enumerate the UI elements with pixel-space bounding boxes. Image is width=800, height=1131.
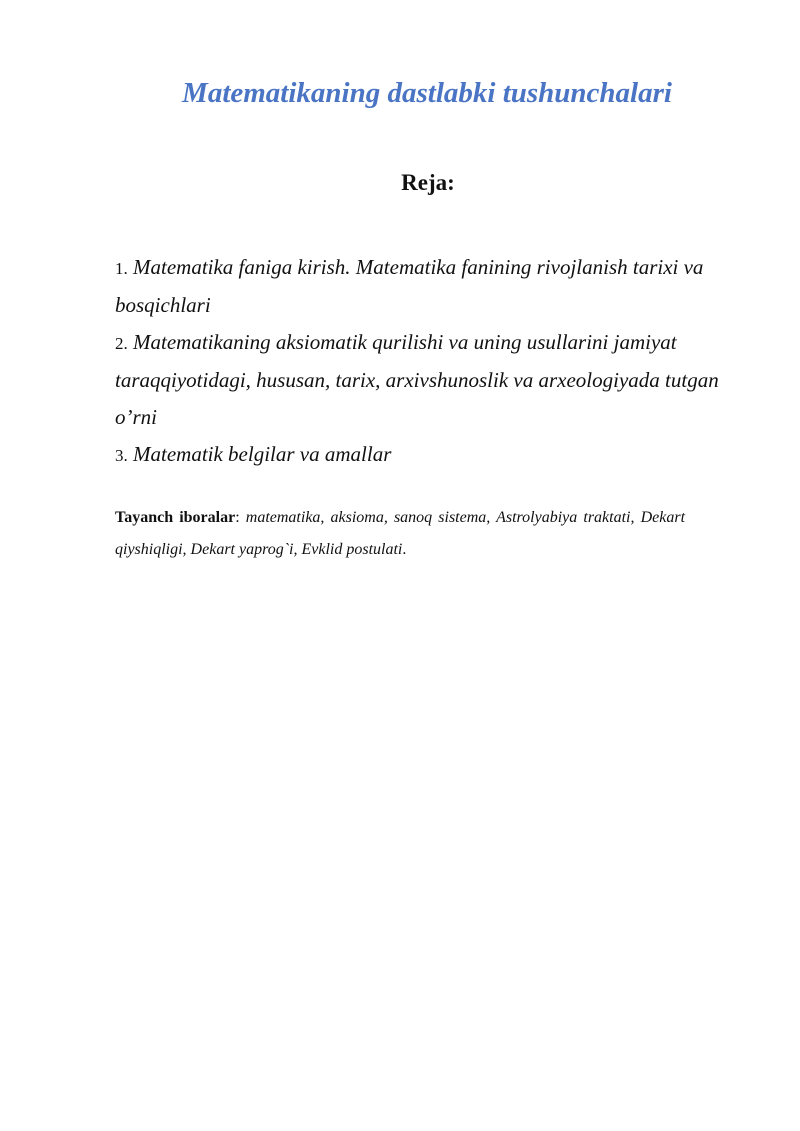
plan-heading: Reja:: [401, 170, 455, 195]
keywords-text: matematika, aksioma, sanoq sistema, Astrolyabiya traktati, Dekart qiyshiqligi, Dekart yaprog`i, Evklid postulati: [115, 509, 686, 558]
keywords-colon: :: [235, 509, 240, 526]
keywords-label: Tayanch iboralar: [115, 509, 236, 526]
plan-item-text: Matematik belgilar va amallar: [133, 442, 392, 466]
plan-list: [115, 249, 740, 474]
plan-item-text: Matematika faniga kirish. Matematika fanining rivojlanish tarixi va bosqichlari: [115, 255, 704, 317]
plan-item-number: 2.: [115, 334, 128, 353]
keywords-paragraph: [115, 502, 685, 566]
keywords-end: .: [402, 541, 407, 558]
plan-item: [115, 436, 740, 474]
document-title: Matematikaning dastlabki tushunchalari: [182, 77, 672, 109]
plan-item: [115, 324, 740, 436]
plan-item-text: Matematikaning aksiomatik qurilishi va uning usullarini jamiyat taraqqiyotidagi, hususan, tarix, arxivshunoslik va arxeologiyada tutgan o’rni: [115, 330, 719, 429]
plan-item-number: 1.: [115, 259, 128, 278]
plan-item: [115, 249, 740, 324]
plan-item-number: 3.: [115, 446, 128, 465]
